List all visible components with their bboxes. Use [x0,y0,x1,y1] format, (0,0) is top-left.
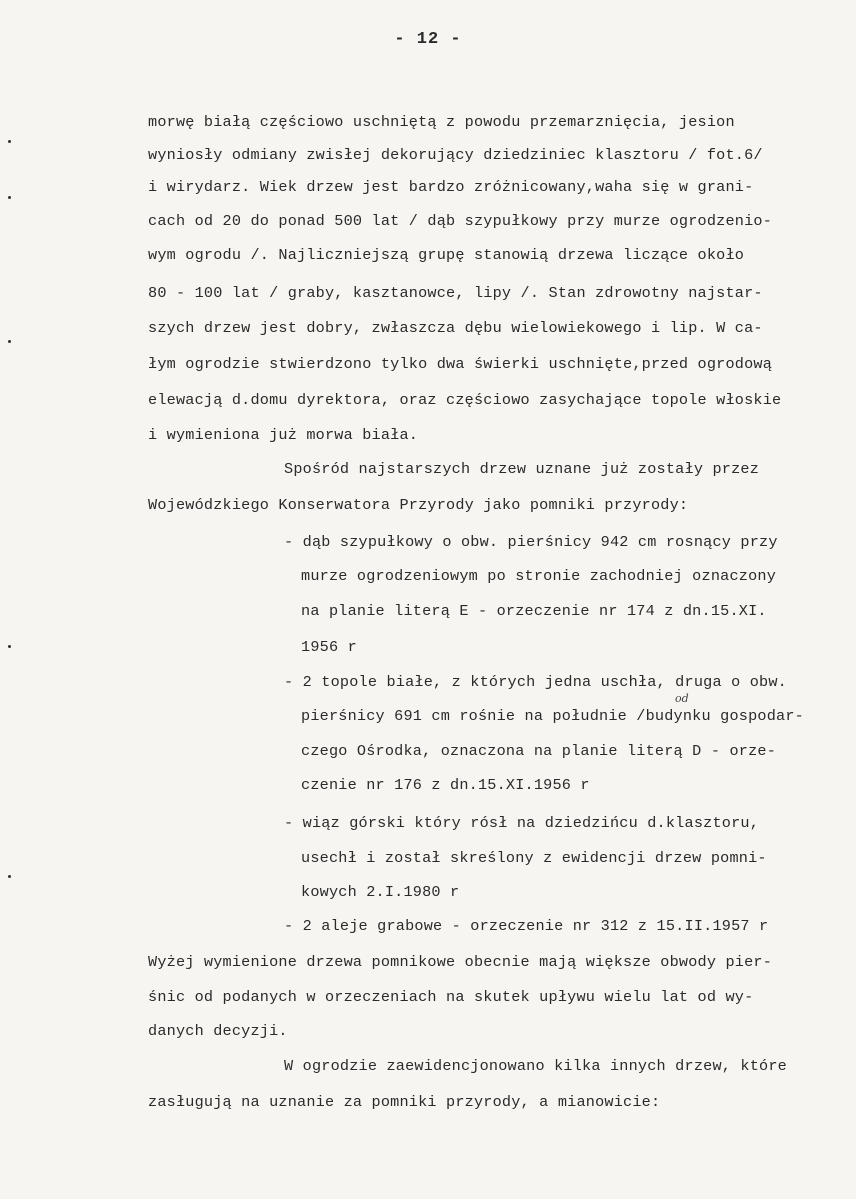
text-line: Wojewódzkiego Konserwatora Przyrody jako pomniki przyrody: [148,496,689,514]
text-line: 80 - 100 lat / graby, kasztanowce, lipy /. Stan zdrowotny najstar- [148,284,763,302]
list-item-line: na planie literą E - orzeczenie nr 174 z dn.15.XI. [301,602,767,620]
list-item-line: kowych 2.I.1980 r [301,883,460,901]
list-item-line: czego Ośrodka, oznaczona na planie literą D - orze- [301,742,777,760]
text-line: śnic od podanych w orzeczeniach na skutek upływu wielu lat od wy- [148,988,754,1006]
list-item-line: 1956 r [301,638,357,656]
margin-mark [8,645,11,648]
margin-mark [8,340,11,343]
margin-mark [8,196,11,199]
list-item-line: - 2 aleje grabowe - orzeczenie nr 312 z 15.II.1957 r [284,917,769,935]
margin-mark [8,875,11,878]
text-line: W ogrodzie zaewidencjonowano kilka innych drzew, które [284,1057,787,1075]
text-line: szych drzew jest dobry, zwłaszcza dębu wielowiekowego i lip. W ca- [148,319,763,337]
list-item-line: - dąb szypułkowy o obw. pierśnicy 942 cm rosnący przy [284,533,778,551]
list-item-line: - 2 topole białe, z których jedna uschła, druga o obw. [284,673,787,691]
text-line: wyniosły odmiany zwisłej dekorujący dziedziniec klasztoru / fot.6/ [148,146,763,164]
margin-mark [8,140,11,143]
handwritten-annotation: od [675,692,689,705]
text-line: cach od 20 do ponad 500 lat / dąb szypułkowy przy murze ogrodzenio- [148,212,773,230]
list-item-line: pierśnicy 691 cm rośnie na południe /budynku gospodar- [301,707,804,725]
text-line: i wirydarz. Wiek drzew jest bardzo zróżnicowany,waha się w grani- [148,178,754,196]
text-line: wym ogrodu /. Najliczniejszą grupę stanowią drzewa liczące około [148,246,745,264]
list-item-line: murze ogrodzeniowym po stronie zachodniej oznaczony [301,567,777,585]
text-line: Wyżej wymienione drzewa pomnikowe obecnie mają większe obwody pier- [148,953,773,971]
text-line: danych decyzji. [148,1022,288,1040]
list-item-line: usechł i został skreślony z ewidencji drzew pomni- [301,849,767,867]
list-item-line: - wiąz górski który rósł na dziedzińcu d.klasztoru, [284,814,760,832]
text-line: i wymieniona już morwa biała. [148,426,419,444]
text-line: łym ogrodzie stwierdzono tylko dwa świerki uschnięte,przed ogrodową [148,355,773,373]
text-line: elewacją d.domu dyrektora, oraz częściowo zasychające topole włoskie [148,391,782,409]
list-item-line: czenie nr 176 z dn.15.XI.1956 r [301,776,590,794]
text-line: morwę białą częściowo uschniętą z powodu przemarznięcia, jesion [148,113,735,131]
page-number: - 12 - [394,30,462,49]
text-line: Spośród najstarszych drzew uznane już zostały przez [284,460,760,478]
text-line: zasługują na uznanie za pomniki przyrody, a mianowicie: [148,1093,661,1111]
